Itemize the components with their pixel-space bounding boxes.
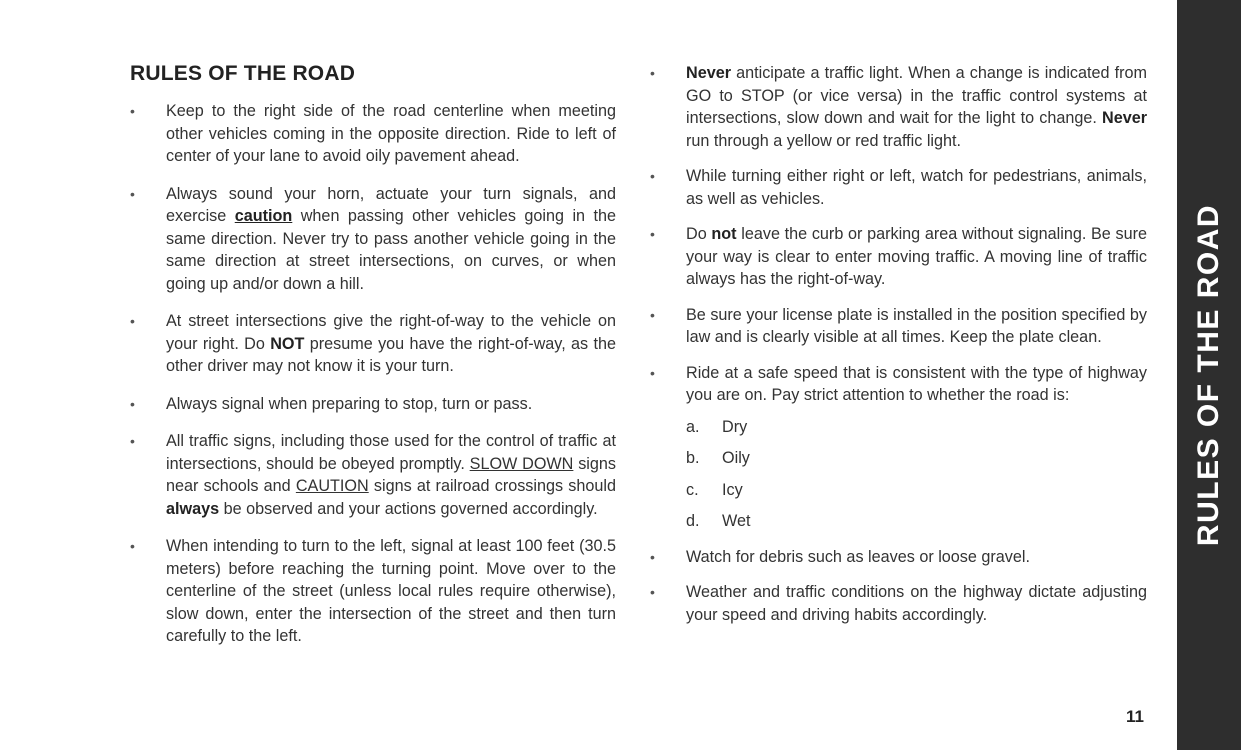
list-item — [650, 62, 1147, 152]
section-title: RULES OF THE ROAD — [130, 62, 356, 85]
rule-text: presume you have the right-of-way, as the other driver may not know it is your turn. — [166, 334, 616, 375]
list-item — [650, 362, 1147, 533]
emphasis-text: caution — [234, 207, 293, 225]
bullet-icon: • — [650, 548, 655, 565]
list-item — [130, 310, 616, 378]
emphasis-text: NOT — [270, 334, 305, 353]
rule-text: Watch for debris such as leaves or loose gravel. — [686, 547, 1030, 566]
sign-name-text: CAUTION — [295, 477, 369, 495]
rule-text: Always sound your horn, actuate your turn signals, and exercise — [166, 184, 616, 225]
rule-text: signs at railroad crossings should — [368, 477, 616, 495]
sub-item-label: a. — [686, 417, 700, 436]
bullet-icon: • — [130, 185, 135, 202]
rule-text: when passing other vehicles going in the same direction. Never try to pass another vehicle going in the same direction at street intersections, on curves, or when going up and/or down a hill. — [166, 207, 617, 293]
bullet-icon: • — [130, 538, 135, 554]
rule-text: At street intersections give the right-of-way to the vehicle on your right. Do — [166, 312, 616, 353]
list-item — [650, 223, 1147, 291]
sub-item-text: Icy — [722, 480, 743, 499]
page-number: 11 — [1126, 707, 1144, 726]
sub-item-text: Wet — [722, 512, 751, 530]
list-item — [650, 546, 1147, 569]
bullet-icon: • — [650, 168, 655, 184]
rule-text: All traffic signs, including those used for the control of traffic at intersections, should be obeyed promptly. — [166, 432, 616, 473]
list-item — [130, 100, 616, 168]
road-conditions-list — [686, 416, 1147, 533]
rule-text: anticipate a traffic light. When a change is indicated from GO to STOP (or vice versa) in the traffic control systems at intersections, slow down and wait for the light to change. — [686, 64, 1147, 127]
sub-list-item — [686, 510, 1147, 533]
list-item — [650, 581, 1147, 626]
rule-text: leave the curb or parking area without signaling. Be sure your way is clear to enter moving traffic. A moving line of traffic always has the right-of-way. — [686, 225, 1147, 288]
list-item — [650, 304, 1147, 349]
emphasis-text: always — [166, 499, 220, 518]
right-column — [650, 62, 1147, 639]
list-item — [650, 165, 1147, 210]
rule-text: While turning either right or left, watch for pedestrians, animals, as well as vehicles. — [686, 167, 1147, 208]
bullet-icon: • — [650, 364, 655, 381]
sub-item-label: d. — [686, 512, 700, 530]
rule-text: Weather and traffic conditions on the highway dictate adjusting your speed and driving habits accordingly. — [686, 583, 1147, 624]
left-column — [130, 62, 616, 663]
rule-text: Do — [686, 225, 712, 243]
side-tab-label: RULES OF THE ROAD — [1192, 203, 1225, 547]
sub-item-text: Dry — [722, 417, 748, 436]
sub-item-text: Oily — [722, 449, 750, 467]
rule-text: run through a yellow or red traffic light. — [686, 131, 962, 150]
rule-text: be observed and your actions governed accordingly. — [219, 499, 598, 518]
sub-list-item — [686, 447, 1147, 470]
list-item — [130, 183, 616, 296]
bullet-icon: • — [650, 65, 655, 81]
rule-text: Keep to the right side of the road centerline when meeting other vehicles coming in the opposite direction. Ride to left of center of your lane to avoid oily pavement ahead. — [166, 102, 616, 165]
bullet-icon: • — [650, 306, 655, 323]
bullet-icon: • — [130, 433, 135, 449]
rule-text: When intending to turn to the left, signal at least 100 feet (30.5 meters) before reaching the turning point. Move over to the centerline of the street (unless local rules require otherwise), slow down, enter the intersection of the street and then turn carefully to the left. — [166, 537, 616, 645]
bullet-icon: • — [650, 584, 655, 600]
right-bullet-list — [650, 62, 1147, 626]
emphasis-text: Never — [1102, 109, 1147, 127]
sign-name-text: SLOW DOWN — [469, 454, 574, 473]
bullet-icon: • — [130, 103, 135, 119]
rule-text: Always signal when preparing to stop, turn or pass. — [166, 394, 533, 413]
rule-text: signs near schools and — [166, 454, 616, 495]
sub-list-item — [686, 416, 1147, 439]
sub-list-item — [686, 479, 1147, 502]
list-item — [130, 430, 616, 520]
left-bullet-list — [130, 100, 616, 648]
bullet-icon: • — [130, 395, 135, 412]
list-item — [130, 535, 616, 648]
list-item — [130, 393, 616, 416]
emphasis-text: Never — [686, 64, 731, 82]
rule-text: Ride at a safe speed that is consistent with the type of highway you are on. Pay strict attention to whether the road is: — [686, 363, 1147, 404]
bullet-icon: • — [650, 226, 655, 242]
emphasis-text: not — [711, 225, 737, 243]
rule-text: Be sure your license plate is installed in the position specified by law and is clearly visible at all times. Keep the plate clean. — [686, 305, 1147, 346]
sub-item-label: c. — [686, 480, 699, 499]
bullet-icon: • — [130, 313, 135, 329]
sub-item-label: b. — [686, 449, 700, 467]
